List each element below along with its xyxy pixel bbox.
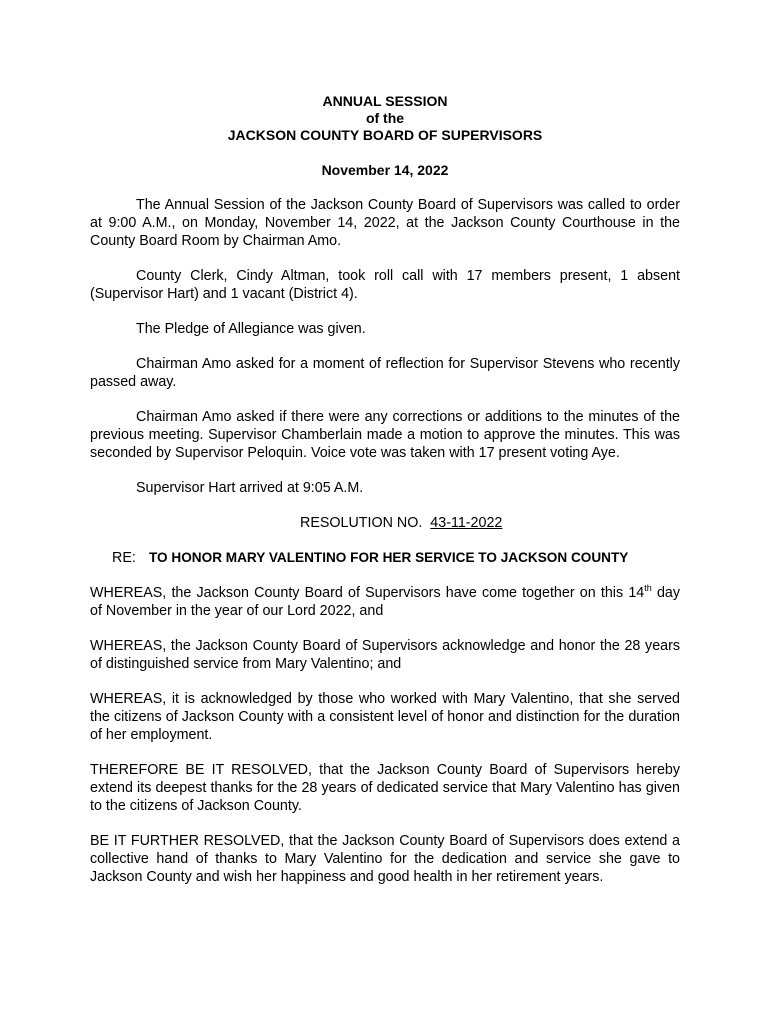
header-of-the: of the	[365, 110, 405, 126]
document-page	[90, 93, 680, 886]
further-resolved: BE IT FURTHER RESOLVED, that the Jackson County Board of Supervisors does extend a collective hand of thanks to Mary Valentino for the dedication and service she gave to Jackson County and wish her happiness and good health in her retirement years.	[90, 833, 680, 885]
minutes-reflection: Chairman Amo asked for a moment of reflection for Supervisor Stevens who recently passed away.	[90, 356, 680, 390]
whereas-honor: WHEREAS, it is acknowledged by those who worked with Mary Valentino, that she served the citizens of Jackson County with a consistent level of honor and distinction for the duration of her employment.	[90, 691, 680, 743]
resolution-label: RESOLUTION NO.	[300, 515, 423, 531]
whereas-gathering-text-cont: day of November in the year of our Lord 2022, and	[90, 585, 680, 619]
header-title: ANNUAL SESSION	[322, 93, 448, 109]
minutes-call-to-order: The Annual Session of the Jackson County Board of Supervisors was called to order at 9:00 A.M., on Monday, November 14, 2022, at the Jackson County Courthouse in the County Board Room by Chairman Amo.	[90, 197, 680, 249]
session-date: November 14, 2022	[321, 162, 449, 178]
minutes-pledge: The Pledge of Allegiance was given.	[136, 321, 366, 337]
resolution-number: 43-11-2022	[430, 515, 503, 531]
minutes-approval: Chairman Amo asked if there were any corrections or additions to the minutes of the previous meeting. Supervisor Chamberlain made a motion to approve the minutes. This was seconded by Supervisor Peloquin. Voice vote was taken with 17 present voting Aye.	[90, 409, 680, 461]
resolution-subject	[90, 549, 680, 567]
ordinal-suffix: th	[644, 583, 652, 593]
header-board-name: JACKSON COUNTY BOARD OF SUPERVISORS	[227, 127, 543, 143]
minutes-hart-arrival: Supervisor Hart arrived at 9:05 A.M.	[136, 480, 364, 496]
resolution-number-line	[90, 514, 680, 532]
therefore-resolved: THEREFORE BE IT RESOLVED, that the Jackson County Board of Supervisors hereby extend its deepest thanks for the 28 years of dedicated service that Mary Valentino has given to the citizens of Jackson County.	[90, 762, 680, 814]
whereas-gathering-text: WHEREAS, the Jackson County Board of Supervisors have come together on this 14	[90, 585, 645, 601]
re-label: RE:	[112, 550, 136, 566]
document-header	[90, 93, 680, 144]
minutes-roll-call: County Clerk, Cindy Altman, took roll call with 17 members present, 1 absent (Supervisor Hart) and 1 vacant (District 4).	[90, 268, 680, 302]
whereas-service-years: WHEREAS, the Jackson County Board of Supervisors acknowledge and honor the 28 years of distinguished service from Mary Valentino; and	[90, 638, 680, 672]
resolution-title: TO HONOR MARY VALENTINO FOR HER SERVICE TO JACKSON COUNTY	[149, 550, 629, 565]
whereas-gathering	[90, 584, 680, 620]
